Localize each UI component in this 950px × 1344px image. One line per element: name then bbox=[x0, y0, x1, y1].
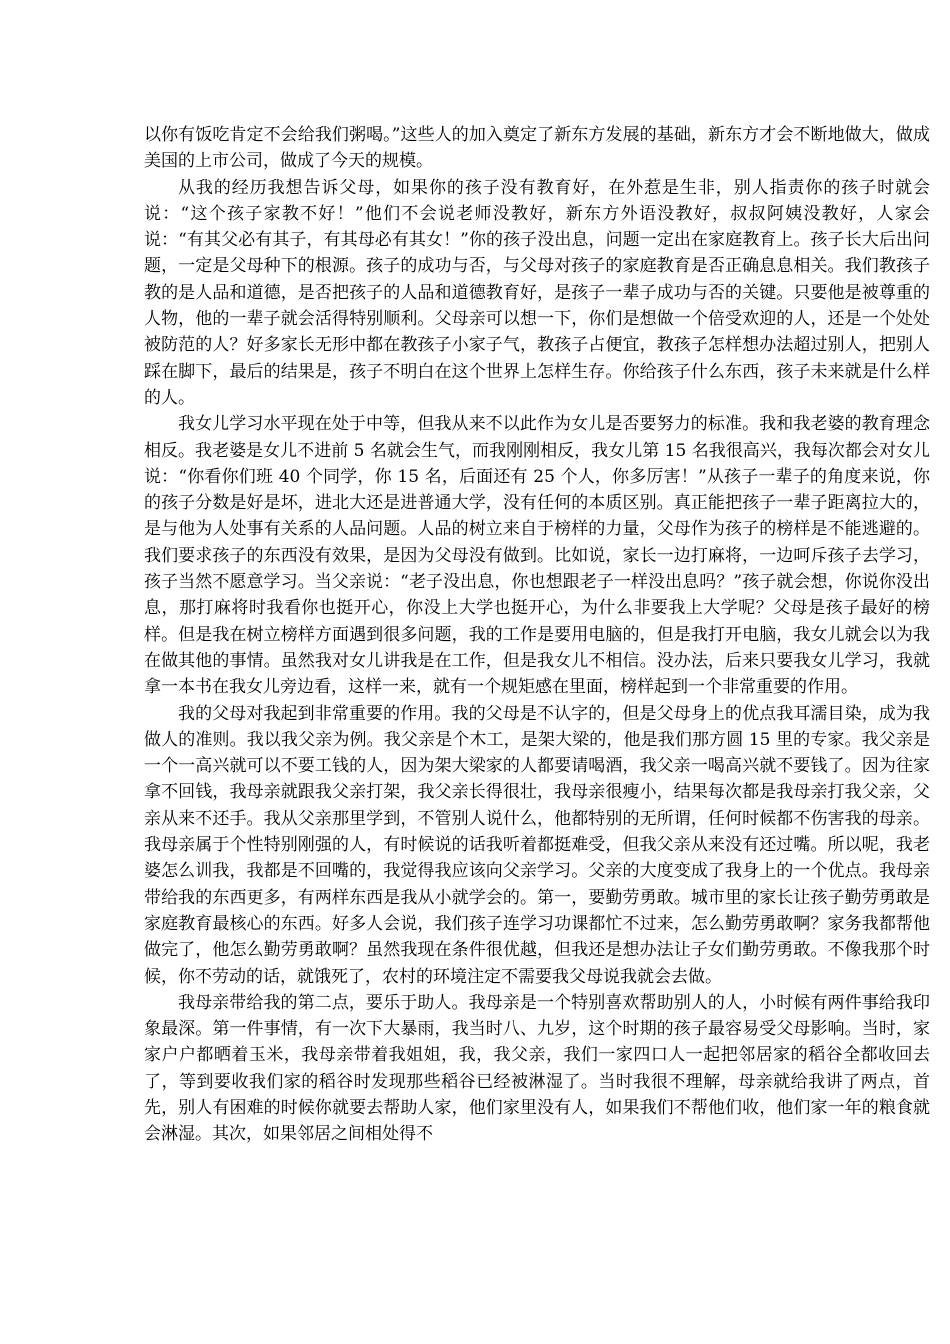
paragraph-2: 从我的经历我想告诉父母，如果你的孩子没有教育好，在外惹是生非，别人指责你的孩子时就会说：“这个孩子家教不好！”他们不会说老师没教好，新东方外语没教好，叔叔阿姨没教好，人家会说：“有其父必有其子，有其母必有其女！”你的孩子没出息，问题一定出在家庭教育上。孩子长大后出问题，一定是父母种下的根源。孩子的成功与否，与父母对孩子的家庭教育是否正确息息相关。我们教孩子教的是人品和道德，是否把孩子的人品和道德教育好，是孩子一辈子成功与否的关键。只要他是被尊重的人物，他的一辈子就会活得特别顺利。父母亲可以想一下，你们是想做一个倍受欢迎的人，还是一个处处被防范的人？好多家长无形中都在教孩子小家子气，教孩子占便宜，教孩子怎样想办法超过别人，把别人踩在脚下，最后的结果是，孩子不明白在这个世界上怎样生存。你给孩子什么东西，孩子未来就是什么样的人。 bbox=[144, 177, 930, 408]
paragraph-4: 我的父母对我起到非常重要的作用。我的父母是不认字的，但是父母身上的优点我耳濡目染，成为我做人的准则。我以我父亲为例。我父亲是个木工，是架大梁的，他是我们那方圆 15 里的专家。我父亲是一个一高兴就可以不要工钱的人，因为架大梁家的人都要请喝酒，我父亲一喝高兴就不要钱了。因为往家拿不回钱，我母亲就跟我父亲打架，我父亲长得很壮，我母亲很瘦小，结果每次都是我母亲打我父亲，父亲从来不还手。我从父亲那里学到，不管别人说什么，他都特别的无所谓，任何时候都不伤害我的母亲。我母亲属于个性特别刚强的人，有时候说的话我听着都挺难受，但我父亲从来没有还过嘴。所以呢，我老婆怎么训我，我都是不回嘴的，我觉得我应该向父亲学习。父亲的大度变成了我身上的一个优点。我母亲带给我的东西更多，有两样东西是我从小就学会的。第一，要勤劳勇敢。城市里的家长让孩子勤劳勇敢是家庭教育最核心的东西。好多人会说，我们孩子连学习功课都忙不过来，怎么勤劳勇敢啊？家务我都帮他做完了，他怎么勤劳勇敢啊？虽然我现在条件很优越，但我还是想办法让子女们勤劳勇敢。不像我那个时候，你不劳动的话，就饿死了，农村的环境注定不需要我父母说我就会去做。 bbox=[144, 703, 930, 987]
document-page bbox=[144, 122, 930, 1148]
paragraph-5: 我母亲带给我的第二点，要乐于助人。我母亲是一个特别喜欢帮助别人的人，小时候有两件事给我印象最深。第一件事情，有一次下大暴雨，我当时八、九岁，这个时期的孩子最容易受父母影响。当时，家家户户都晒着玉米，我母亲带着我姐姐，我，我父亲，我们一家四口人一起把邻居家的稻谷全都收回去了，等到要收我们家的稻谷时发现那些稻谷已经被淋湿了。当时我很不理解，母亲就给我讲了两点，首先，别人有困难的时候你就要去帮助人家，他们家里没有人，如果我们不帮他们收，他们家一年的粮食就会淋湿。其次，如果邻居之间相处得不 bbox=[144, 992, 930, 1145]
paragraph-1: 以你有饭吃肯定不会给我们粥喝。”这些人的加入奠定了新东方发展的基础，新东方才会不断地做大，做成美国的上市公司，做成了今天的规模。 bbox=[144, 125, 930, 172]
paragraph-3: 我女儿学习水平现在处于中等，但我从来不以此作为女儿是否要努力的标准。我和我老婆的教育理念相反。我老婆是女儿不进前 5 名就会生气，而我刚刚相反，我女儿第 15 名我很高兴，我每次都会对女儿说：“你看你们班 40 个同学，你 15 名，后面还有 25 个人，你多厉害！”从孩子一辈子的角度来说，你的孩子分数是好是坏，进北大还是进普通大学，没有任何的本质区别。真正能把孩子一辈子距离拉大的，是与他为人处事有关系的人品问题。人品的树立来自于榜样的力量，父母作为孩子的榜样是不能逃避的。我们要求孩子的东西没有效果，是因为父母没有做到。比如说，家长一边打麻将，一边呵斥孩子去学习，孩子当然不愿意学习。当父亲说：“老子没出息，你也想跟老子一样没出息吗？”孩子就会想，你说你没出息，那打麻将时我看你也挺开心，你没上大学也挺开心，为什么非要我上大学呢？父母是孩子最好的榜样。但是我在树立榜样方面遇到很多问题，我的工作是要用电脑的，但是我打开电脑，我女儿就会以为我在做其他的事情。虽然我对女儿讲我是在工作，但是我女儿不相信。没办法，后来只要我女儿学习，我就拿一本书在我女儿旁边看，这样一来，就有一个规矩感在里面，榜样起到一个非常重要的作用。 bbox=[144, 414, 930, 698]
